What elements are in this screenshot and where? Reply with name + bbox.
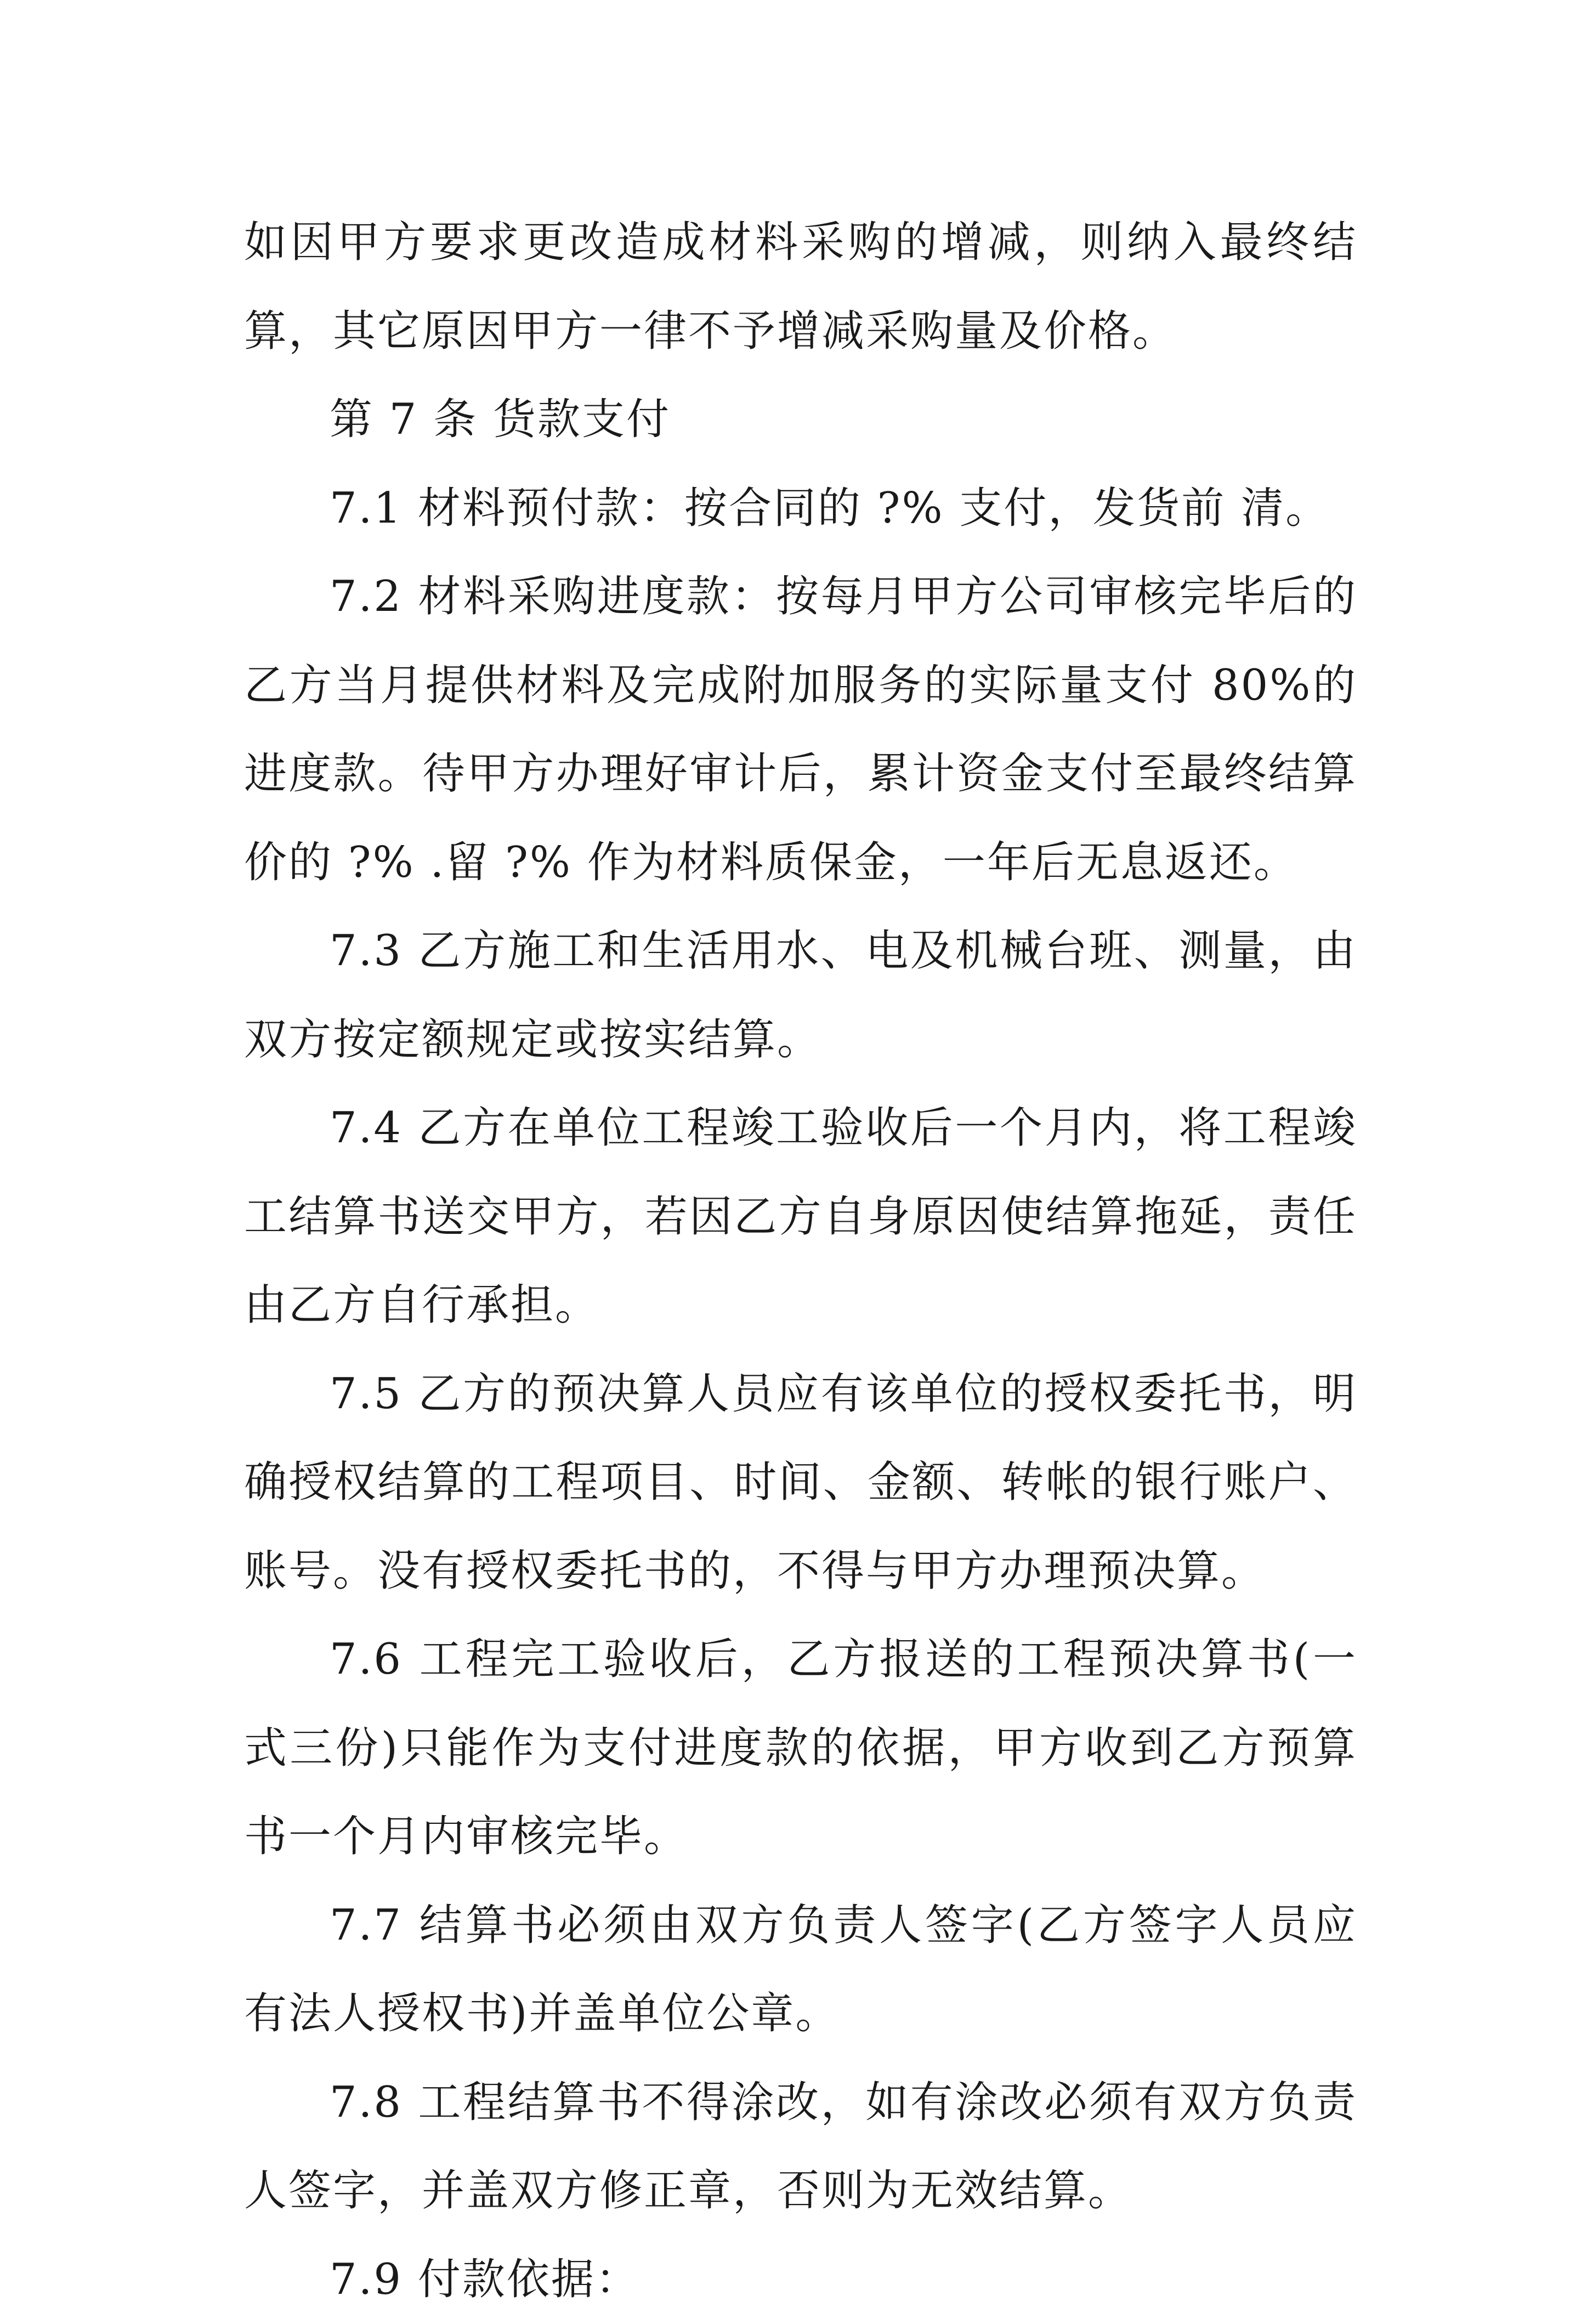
clause-7-8: 7.8 工程结算书不得涂改，如有涂改必须有双方负责人签字，并盖双方修正章，否则为无效结算。 [244,2059,1357,2236]
paragraph-intro: 如因甲方要求更改造成材料采购的增减，则纳入最终结算，其它原因甲方一律不予增减采购量及价格。 [244,199,1357,376]
article-7-heading: 第 7 条 货款支付 [244,376,1357,464]
clause-7-2: 7.2 材料采购进度款：按每月甲方公司审核完毕后的乙方当月提供材料及完成附加服务的实际量支付 80%的进度款。待甲方办理好审计后，累计资金支付至最终结算价的 ?% .留 ?% 作为材料质保金，一年后无息返还。 [244,553,1357,907]
clause-7-5: 7.5 乙方的预决算人员应有该单位的授权委托书，明确授权结算的工程项目、时间、金额、转帐的银行账户、账号。没有授权委托书的，不得与甲方办理预决算。 [244,1350,1357,1616]
clause-7-9: 7.9 付款依据： [244,2236,1357,2324]
clause-7-3: 7.3 乙方施工和生活用水、电及机械台班、测量，由双方按定额规定或按实结算。 [244,907,1357,1084]
clause-7-6: 7.6 工程完工验收后，乙方报送的工程预决算书(一式三份)只能作为支付进度款的依据，甲方收到乙方预算书一个月内审核完毕。 [244,1616,1357,1881]
clause-7-4: 7.4 乙方在单位工程竣工验收后一个月内，将工程竣工结算书送交甲方，若因乙方自身原因使结算拖延，责任由乙方自行承担。 [244,1084,1357,1350]
clause-7-1: 7.1 材料预付款：按合同的 ?% 支付，发货前 清。 [244,464,1357,553]
clause-7-7: 7.7 结算书必须由双方负责人签字(乙方签字人员应有法人授权书)并盖单位公章。 [244,1881,1357,2059]
document-body [244,199,1357,2324]
